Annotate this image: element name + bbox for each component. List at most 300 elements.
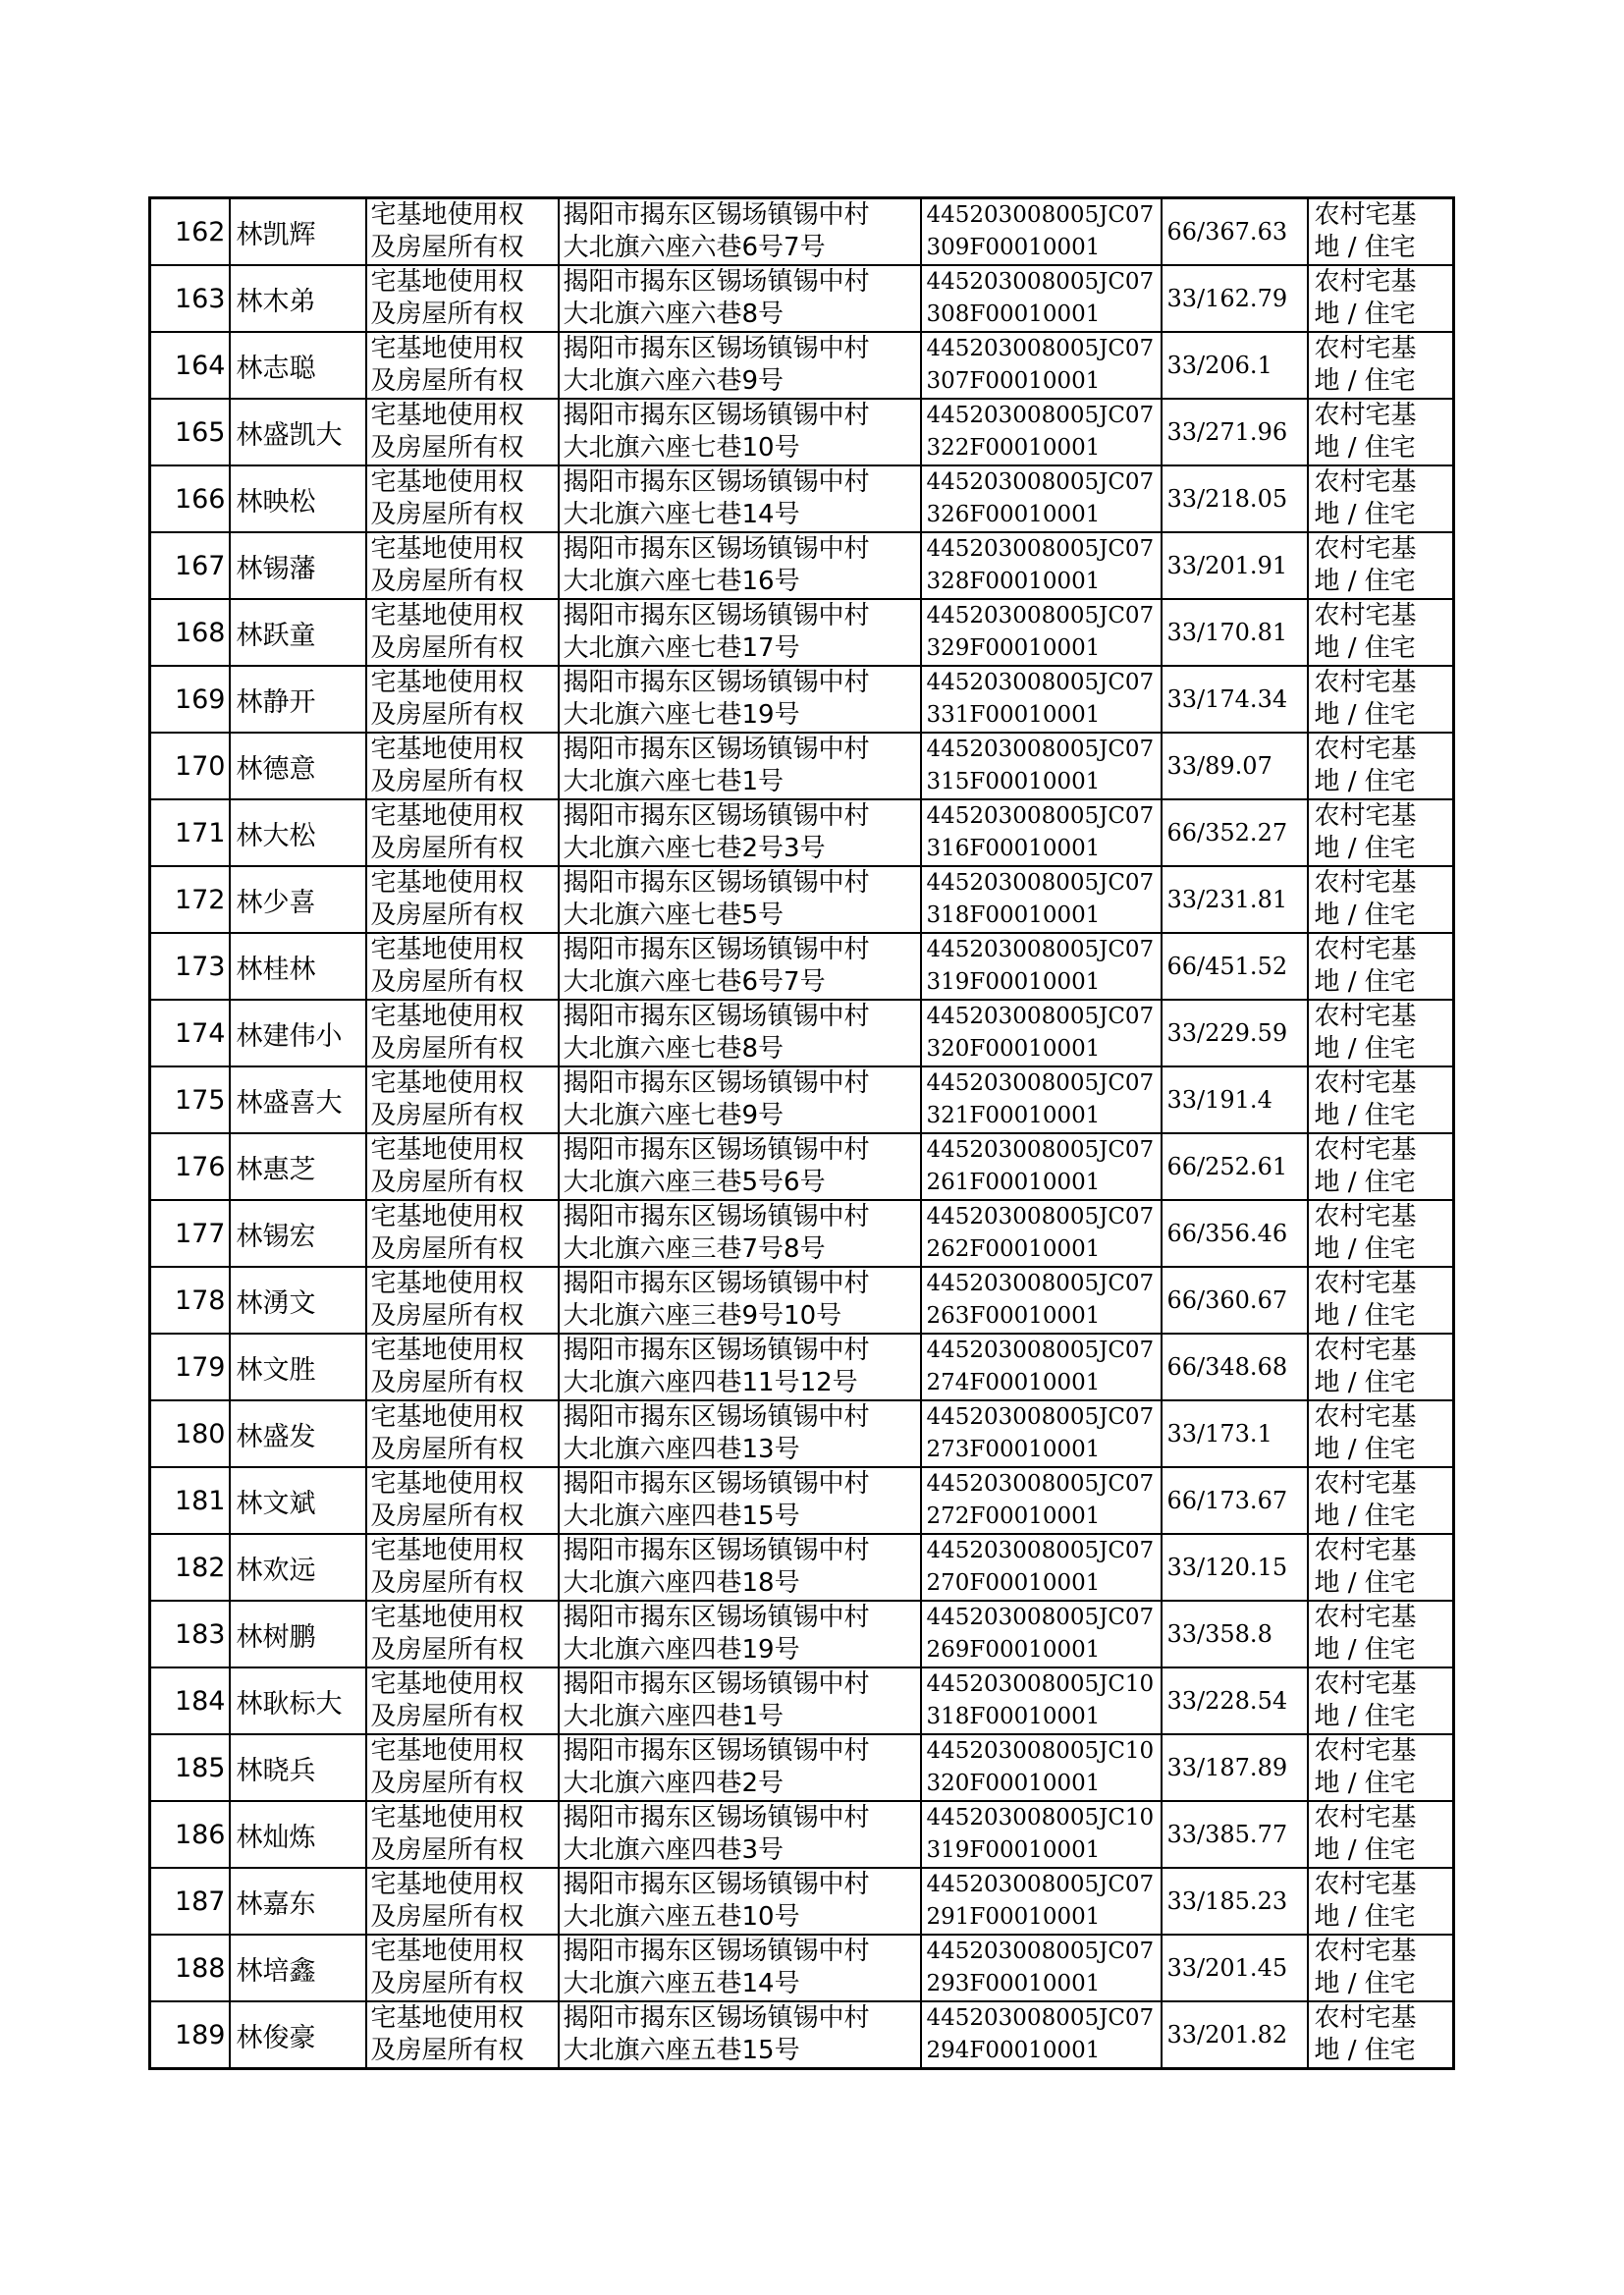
land-use-cell: [1308, 1801, 1454, 1868]
right-type-line-2: 及房屋所有权: [370, 233, 524, 262]
right-type-line-1: 宅基地使用权: [370, 200, 524, 230]
table-row: [150, 1935, 1454, 2001]
address-line-1: 揭阳市揭东区锡场镇锡中村: [563, 1202, 870, 1231]
unit-code-line-1: 445203008005JC07: [926, 1070, 1155, 1096]
land-use-line-1: 农村宅基: [1314, 2003, 1417, 2033]
land-use-line-2: 地 / 住宅: [1314, 433, 1416, 463]
address-line-1: 揭阳市揭东区锡场镇锡中村: [563, 1135, 870, 1165]
address-line-2: 大北旗六座三巷5号6号: [563, 1168, 826, 1197]
unit-code-cell: [921, 1534, 1162, 1601]
right-type-line-2: 及房屋所有权: [370, 1835, 524, 1865]
address-cell: [559, 1801, 921, 1868]
right-type-line-1: 宅基地使用权: [370, 1803, 524, 1832]
table-row: [150, 1200, 1454, 1267]
area-cell: 33/162.79: [1162, 265, 1308, 332]
right-type-line-1: 宅基地使用权: [370, 1603, 524, 1632]
address-line-2: 大北旗六座七巷10号: [563, 433, 800, 463]
land-use-line-1: 农村宅基: [1314, 1002, 1417, 1031]
land-use-line-1: 农村宅基: [1314, 1135, 1417, 1165]
area-cell: 66/173.67: [1162, 1467, 1308, 1534]
unit-code-line-1: 445203008005JC07: [926, 1404, 1155, 1430]
unit-code-line-2: 273F00010001: [926, 1437, 1101, 1462]
unit-code-line-1: 445203008005JC07: [926, 1872, 1155, 1897]
unit-code-line-2: 326F00010001: [926, 502, 1101, 527]
unit-code-cell: [921, 465, 1162, 532]
land-use-cell: [1308, 799, 1454, 866]
row-number-cell: 172: [150, 866, 230, 933]
land-use-line-1: 农村宅基: [1314, 1736, 1417, 1766]
area-cell: 33/231.81: [1162, 866, 1308, 933]
right-type-line-1: 宅基地使用权: [370, 1068, 524, 1098]
unit-code-line-1: 445203008005JC07: [926, 803, 1155, 829]
owner-name-cell: 林盛发: [230, 1400, 366, 1467]
row-number-cell: 165: [150, 399, 230, 465]
land-use-line-1: 农村宅基: [1314, 467, 1417, 497]
owner-name-cell: 林木弟: [230, 265, 366, 332]
address-cell: [559, 1066, 921, 1133]
address-cell: [559, 866, 921, 933]
right-type-line-1: 宅基地使用权: [370, 267, 524, 297]
table-row: [150, 866, 1454, 933]
owner-name-cell: 林盛喜大: [230, 1066, 366, 1133]
land-use-cell: [1308, 1734, 1454, 1801]
address-cell: [559, 1467, 921, 1534]
address-cell: [559, 2001, 921, 2069]
right-type-cell: [366, 599, 559, 666]
address-line-1: 揭阳市揭东区锡场镇锡中村: [563, 1068, 870, 1098]
row-number-cell: 175: [150, 1066, 230, 1133]
unit-code-line-1: 445203008005JC07: [926, 202, 1155, 228]
unit-code-line-2: 272F00010001: [926, 1503, 1101, 1529]
right-type-cell: [366, 265, 559, 332]
land-use-line-2: 地 / 住宅: [1314, 233, 1416, 262]
owner-name-cell: 林志聪: [230, 332, 366, 399]
right-type-line-2: 及房屋所有权: [370, 1969, 524, 1998]
right-type-line-2: 及房屋所有权: [370, 700, 524, 730]
address-line-1: 揭阳市揭东区锡场镇锡中村: [563, 1603, 870, 1632]
owner-name-cell: 林树鹏: [230, 1601, 366, 1667]
unit-code-cell: [921, 198, 1162, 266]
unit-code-line-1: 445203008005JC07: [926, 737, 1155, 762]
right-type-cell: [366, 1935, 559, 2001]
address-cell: [559, 332, 921, 399]
table-row: [150, 465, 1454, 532]
land-use-cell: [1308, 1534, 1454, 1601]
address-line-1: 揭阳市揭东区锡场镇锡中村: [563, 1937, 870, 1966]
unit-code-line-1: 445203008005JC07: [926, 1338, 1155, 1363]
row-number-cell: 163: [150, 265, 230, 332]
area-cell: 33/191.4: [1162, 1066, 1308, 1133]
registry-table: [148, 196, 1455, 2070]
unit-code-line-1: 445203008005JC07: [926, 1605, 1155, 1630]
address-cell: [559, 1133, 921, 1200]
unit-code-cell: [921, 1334, 1162, 1400]
land-use-line-2: 地 / 住宅: [1314, 633, 1416, 663]
unit-code-line-1: 445203008005JC07: [926, 336, 1155, 361]
address-line-1: 揭阳市揭东区锡场镇锡中村: [563, 1469, 870, 1499]
unit-code-line-2: 269F00010001: [926, 1637, 1101, 1663]
right-type-line-2: 及房屋所有权: [370, 633, 524, 663]
table-row: [150, 599, 1454, 666]
unit-code-line-2: 316F00010001: [926, 836, 1101, 861]
address-line-1: 揭阳市揭东区锡场镇锡中村: [563, 1736, 870, 1766]
unit-code-line-2: 293F00010001: [926, 1971, 1101, 1996]
address-line-2: 大北旗六座七巷8号: [563, 1034, 785, 1064]
table-row: [150, 332, 1454, 399]
land-use-cell: [1308, 265, 1454, 332]
right-type-line-1: 宅基地使用权: [370, 401, 524, 430]
owner-name-cell: 林嘉东: [230, 1868, 366, 1935]
right-type-line-1: 宅基地使用权: [370, 868, 524, 898]
right-type-cell: [366, 465, 559, 532]
unit-code-line-2: 294F00010001: [926, 2038, 1101, 2063]
right-type-line-2: 及房屋所有权: [370, 1635, 524, 1665]
unit-code-cell: [921, 1667, 1162, 1734]
area-cell: 33/170.81: [1162, 599, 1308, 666]
land-use-line-2: 地 / 住宅: [1314, 1769, 1416, 1798]
unit-code-line-2: 261F00010001: [926, 1170, 1101, 1195]
owner-name-cell: 林灿炼: [230, 1801, 366, 1868]
land-use-line-1: 农村宅基: [1314, 1269, 1417, 1298]
address-line-1: 揭阳市揭东区锡场镇锡中村: [563, 401, 870, 430]
table-row: [150, 1000, 1454, 1066]
unit-code-line-2: 320F00010001: [926, 1036, 1101, 1062]
right-type-line-1: 宅基地使用权: [370, 1469, 524, 1499]
unit-code-cell: [921, 532, 1162, 599]
land-use-line-1: 农村宅基: [1314, 267, 1417, 297]
unit-code-line-2: 307F00010001: [926, 368, 1101, 394]
address-line-2: 大北旗六座四巷1号: [563, 1702, 785, 1731]
unit-code-cell: [921, 1801, 1162, 1868]
right-type-line-2: 及房屋所有权: [370, 1502, 524, 1531]
right-type-cell: [366, 399, 559, 465]
table-row: [150, 1534, 1454, 1601]
table-row: [150, 1868, 1454, 1935]
land-use-line-2: 地 / 住宅: [1314, 834, 1416, 863]
land-use-line-2: 地 / 住宅: [1314, 1435, 1416, 1464]
unit-code-cell: [921, 399, 1162, 465]
address-cell: [559, 1667, 921, 1734]
right-type-cell: [366, 1066, 559, 1133]
unit-code-line-2: 263F00010001: [926, 1303, 1101, 1329]
unit-code-line-1: 445203008005JC07: [926, 603, 1155, 628]
land-use-line-2: 地 / 住宅: [1314, 1502, 1416, 1531]
row-number-cell: 166: [150, 465, 230, 532]
owner-name-cell: 林欢远: [230, 1534, 366, 1601]
right-type-line-1: 宅基地使用权: [370, 601, 524, 630]
unit-code-line-1: 445203008005JC10: [926, 1805, 1155, 1831]
right-type-line-2: 及房屋所有权: [370, 1769, 524, 1798]
address-line-2: 大北旗六座七巷17号: [563, 633, 800, 663]
right-type-line-1: 宅基地使用权: [370, 1202, 524, 1231]
land-use-cell: [1308, 933, 1454, 1000]
right-type-line-2: 及房屋所有权: [370, 567, 524, 596]
land-use-cell: [1308, 332, 1454, 399]
row-number-cell: 188: [150, 1935, 230, 2001]
row-number-cell: 177: [150, 1200, 230, 1267]
unit-code-line-1: 445203008005JC07: [926, 1271, 1155, 1296]
address-cell: [559, 1868, 921, 1935]
unit-code-line-2: 270F00010001: [926, 1570, 1101, 1596]
table-row: [150, 1267, 1454, 1334]
address-cell: [559, 733, 921, 799]
owner-name-cell: 林静开: [230, 666, 366, 733]
address-cell: [559, 599, 921, 666]
address-line-1: 揭阳市揭东区锡场镇锡中村: [563, 735, 870, 764]
owner-name-cell: 林俊豪: [230, 2001, 366, 2069]
unit-code-line-2: 291F00010001: [926, 1904, 1101, 1930]
right-type-line-1: 宅基地使用权: [370, 534, 524, 564]
right-type-line-2: 及房屋所有权: [370, 1034, 524, 1064]
area-cell: 66/451.52: [1162, 933, 1308, 1000]
right-type-cell: [366, 1801, 559, 1868]
right-type-line-2: 及房屋所有权: [370, 901, 524, 930]
address-line-1: 揭阳市揭东区锡场镇锡中村: [563, 1870, 870, 1899]
land-use-line-1: 农村宅基: [1314, 1469, 1417, 1499]
address-line-2: 大北旗六座五巷15号: [563, 2036, 800, 2065]
land-use-cell: [1308, 1467, 1454, 1534]
right-type-line-1: 宅基地使用权: [370, 2003, 524, 2033]
address-cell: [559, 1334, 921, 1400]
land-use-cell: [1308, 198, 1454, 266]
right-type-cell: [366, 1734, 559, 1801]
address-cell: [559, 1601, 921, 1667]
row-number-cell: 174: [150, 1000, 230, 1066]
land-use-line-2: 地 / 住宅: [1314, 1301, 1416, 1331]
land-use-line-1: 农村宅基: [1314, 200, 1417, 230]
owner-name-cell: 林桂林: [230, 933, 366, 1000]
row-number-cell: 171: [150, 799, 230, 866]
row-number-cell: 170: [150, 733, 230, 799]
right-type-line-1: 宅基地使用权: [370, 1870, 524, 1899]
row-number-cell: 182: [150, 1534, 230, 1601]
unit-code-line-2: 319F00010001: [926, 969, 1101, 995]
right-type-line-2: 及房屋所有权: [370, 300, 524, 329]
land-use-cell: [1308, 1400, 1454, 1467]
right-type-line-1: 宅基地使用权: [370, 801, 524, 831]
land-use-line-1: 农村宅基: [1314, 1669, 1417, 1699]
address-line-1: 揭阳市揭东区锡场镇锡中村: [563, 2003, 870, 2033]
land-use-cell: [1308, 1000, 1454, 1066]
area-cell: 33/89.07: [1162, 733, 1308, 799]
land-use-cell: [1308, 1334, 1454, 1400]
table-row: [150, 1133, 1454, 1200]
address-cell: [559, 1400, 921, 1467]
address-line-1: 揭阳市揭东区锡场镇锡中村: [563, 801, 870, 831]
unit-code-line-2: 329F00010001: [926, 635, 1101, 661]
owner-name-cell: 林建伟小: [230, 1000, 366, 1066]
registry-table-body: [150, 198, 1454, 2069]
address-cell: [559, 1000, 921, 1066]
table-row: [150, 1667, 1454, 1734]
land-use-line-2: 地 / 住宅: [1314, 1034, 1416, 1064]
owner-name-cell: 林少喜: [230, 866, 366, 933]
unit-code-cell: [921, 733, 1162, 799]
address-line-2: 大北旗六座七巷9号: [563, 1101, 785, 1130]
address-cell: [559, 1734, 921, 1801]
owner-name-cell: 林凯辉: [230, 198, 366, 266]
address-line-1: 揭阳市揭东区锡场镇锡中村: [563, 1669, 870, 1699]
right-type-line-2: 及房屋所有权: [370, 967, 524, 997]
land-use-line-1: 农村宅基: [1314, 1068, 1417, 1098]
row-number-cell: 185: [150, 1734, 230, 1801]
unit-code-line-1: 445203008005JC07: [926, 937, 1155, 962]
address-line-2: 大北旗六座七巷16号: [563, 567, 800, 596]
land-use-cell: [1308, 599, 1454, 666]
table-row: [150, 532, 1454, 599]
land-use-line-2: 地 / 住宅: [1314, 700, 1416, 730]
owner-name-cell: 林文斌: [230, 1467, 366, 1534]
address-line-1: 揭阳市揭东区锡场镇锡中村: [563, 1536, 870, 1565]
right-type-cell: [366, 666, 559, 733]
land-use-line-1: 农村宅基: [1314, 1603, 1417, 1632]
land-use-line-2: 地 / 住宅: [1314, 967, 1416, 997]
address-cell: [559, 1935, 921, 2001]
address-line-1: 揭阳市揭东区锡场镇锡中村: [563, 534, 870, 564]
address-line-1: 揭阳市揭东区锡场镇锡中村: [563, 935, 870, 964]
address-line-2: 大北旗六座四巷2号: [563, 1769, 785, 1798]
right-type-cell: [366, 1667, 559, 1734]
address-line-2: 大北旗六座七巷1号: [563, 767, 785, 796]
land-use-line-1: 农村宅基: [1314, 1336, 1417, 1365]
address-cell: [559, 933, 921, 1000]
address-line-2: 大北旗六座四巷19号: [563, 1635, 800, 1665]
right-type-cell: [366, 2001, 559, 2069]
land-use-cell: [1308, 1868, 1454, 1935]
land-use-cell: [1308, 1066, 1454, 1133]
address-line-1: 揭阳市揭东区锡场镇锡中村: [563, 1402, 870, 1432]
right-type-cell: [366, 1200, 559, 1267]
area-cell: 33/271.96: [1162, 399, 1308, 465]
address-line-2: 大北旗六座七巷6号7号: [563, 967, 826, 997]
address-cell: [559, 198, 921, 266]
right-type-line-1: 宅基地使用权: [370, 1336, 524, 1365]
table-row: [150, 265, 1454, 332]
right-type-line-1: 宅基地使用权: [370, 1002, 524, 1031]
right-type-line-1: 宅基地使用权: [370, 1736, 524, 1766]
right-type-cell: [366, 1000, 559, 1066]
land-use-cell: [1308, 399, 1454, 465]
table-row: [150, 1400, 1454, 1467]
unit-code-cell: [921, 1935, 1162, 2001]
right-type-line-2: 及房屋所有权: [370, 1568, 524, 1598]
land-use-line-1: 农村宅基: [1314, 1870, 1417, 1899]
unit-code-cell: [921, 1734, 1162, 1801]
area-cell: 66/352.27: [1162, 799, 1308, 866]
row-number-cell: 179: [150, 1334, 230, 1400]
unit-code-cell: [921, 1066, 1162, 1133]
right-type-cell: [366, 1868, 559, 1935]
address-line-2: 大北旗六座四巷13号: [563, 1435, 800, 1464]
land-use-line-2: 地 / 住宅: [1314, 901, 1416, 930]
address-cell: [559, 1267, 921, 1334]
row-number-cell: 181: [150, 1467, 230, 1534]
address-line-2: 大北旗六座七巷5号: [563, 901, 785, 930]
owner-name-cell: 林锡宏: [230, 1200, 366, 1267]
land-use-cell: [1308, 1667, 1454, 1734]
unit-code-cell: [921, 1400, 1162, 1467]
table-row: [150, 1066, 1454, 1133]
unit-code-line-1: 445203008005JC07: [926, 1538, 1155, 1563]
unit-code-line-2: 319F00010001: [926, 1837, 1101, 1863]
land-use-line-2: 地 / 住宅: [1314, 1568, 1416, 1598]
unit-code-cell: [921, 866, 1162, 933]
table-row: [150, 933, 1454, 1000]
unit-code-cell: [921, 1200, 1162, 1267]
right-type-cell: [366, 1467, 559, 1534]
unit-code-line-1: 445203008005JC07: [926, 1939, 1155, 1964]
right-type-line-2: 及房屋所有权: [370, 1435, 524, 1464]
land-use-line-1: 农村宅基: [1314, 868, 1417, 898]
right-type-cell: [366, 866, 559, 933]
unit-code-cell: [921, 1601, 1162, 1667]
land-use-line-1: 农村宅基: [1314, 401, 1417, 430]
unit-code-cell: [921, 1000, 1162, 1066]
unit-code-line-2: 309F00010001: [926, 235, 1101, 260]
right-type-cell: [366, 1400, 559, 1467]
row-number-cell: 173: [150, 933, 230, 1000]
address-line-2: 大北旗六座三巷9号10号: [563, 1301, 842, 1331]
table-row: [150, 1334, 1454, 1400]
unit-code-line-2: 320F00010001: [926, 1771, 1101, 1796]
land-use-line-1: 农村宅基: [1314, 1202, 1417, 1231]
land-use-line-2: 地 / 住宅: [1314, 1969, 1416, 1998]
area-cell: 66/348.68: [1162, 1334, 1308, 1400]
land-use-line-2: 地 / 住宅: [1314, 767, 1416, 796]
unit-code-line-2: 308F00010001: [926, 301, 1101, 327]
land-use-line-1: 农村宅基: [1314, 668, 1417, 697]
unit-code-line-2: 321F00010001: [926, 1103, 1101, 1128]
unit-code-cell: [921, 799, 1162, 866]
unit-code-line-2: 331F00010001: [926, 702, 1101, 728]
area-cell: 33/201.91: [1162, 532, 1308, 599]
address-line-2: 大北旗六座四巷15号: [563, 1502, 800, 1531]
right-type-line-2: 及房屋所有权: [370, 1101, 524, 1130]
unit-code-line-1: 445203008005JC07: [926, 469, 1155, 495]
address-cell: [559, 399, 921, 465]
land-use-line-1: 农村宅基: [1314, 334, 1417, 363]
address-line-1: 揭阳市揭东区锡场镇锡中村: [563, 668, 870, 697]
unit-code-line-1: 445203008005JC07: [926, 1204, 1155, 1229]
area-cell: 33/358.8: [1162, 1601, 1308, 1667]
area-cell: 33/218.05: [1162, 465, 1308, 532]
land-use-line-1: 农村宅基: [1314, 801, 1417, 831]
right-type-line-2: 及房屋所有权: [370, 1234, 524, 1264]
right-type-cell: [366, 1267, 559, 1334]
address-line-2: 大北旗六座六巷8号: [563, 300, 785, 329]
unit-code-line-2: 318F00010001: [926, 1704, 1101, 1729]
address-cell: [559, 1534, 921, 1601]
right-type-line-1: 宅基地使用权: [370, 935, 524, 964]
land-use-line-1: 农村宅基: [1314, 935, 1417, 964]
table-row: [150, 1734, 1454, 1801]
unit-code-cell: [921, 1868, 1162, 1935]
area-cell: 33/120.15: [1162, 1534, 1308, 1601]
right-type-line-2: 及房屋所有权: [370, 2036, 524, 2065]
land-use-cell: [1308, 1267, 1454, 1334]
right-type-cell: [366, 532, 559, 599]
area-cell: 33/185.23: [1162, 1868, 1308, 1935]
table-row: [150, 799, 1454, 866]
address-line-2: 大北旗六座七巷14号: [563, 500, 800, 529]
unit-code-line-1: 445203008005JC07: [926, 1004, 1155, 1029]
address-line-1: 揭阳市揭东区锡场镇锡中村: [563, 334, 870, 363]
unit-code-cell: [921, 666, 1162, 733]
owner-name-cell: 林锡藩: [230, 532, 366, 599]
right-type-cell: [366, 198, 559, 266]
area-cell: 33/229.59: [1162, 1000, 1308, 1066]
right-type-line-1: 宅基地使用权: [370, 735, 524, 764]
